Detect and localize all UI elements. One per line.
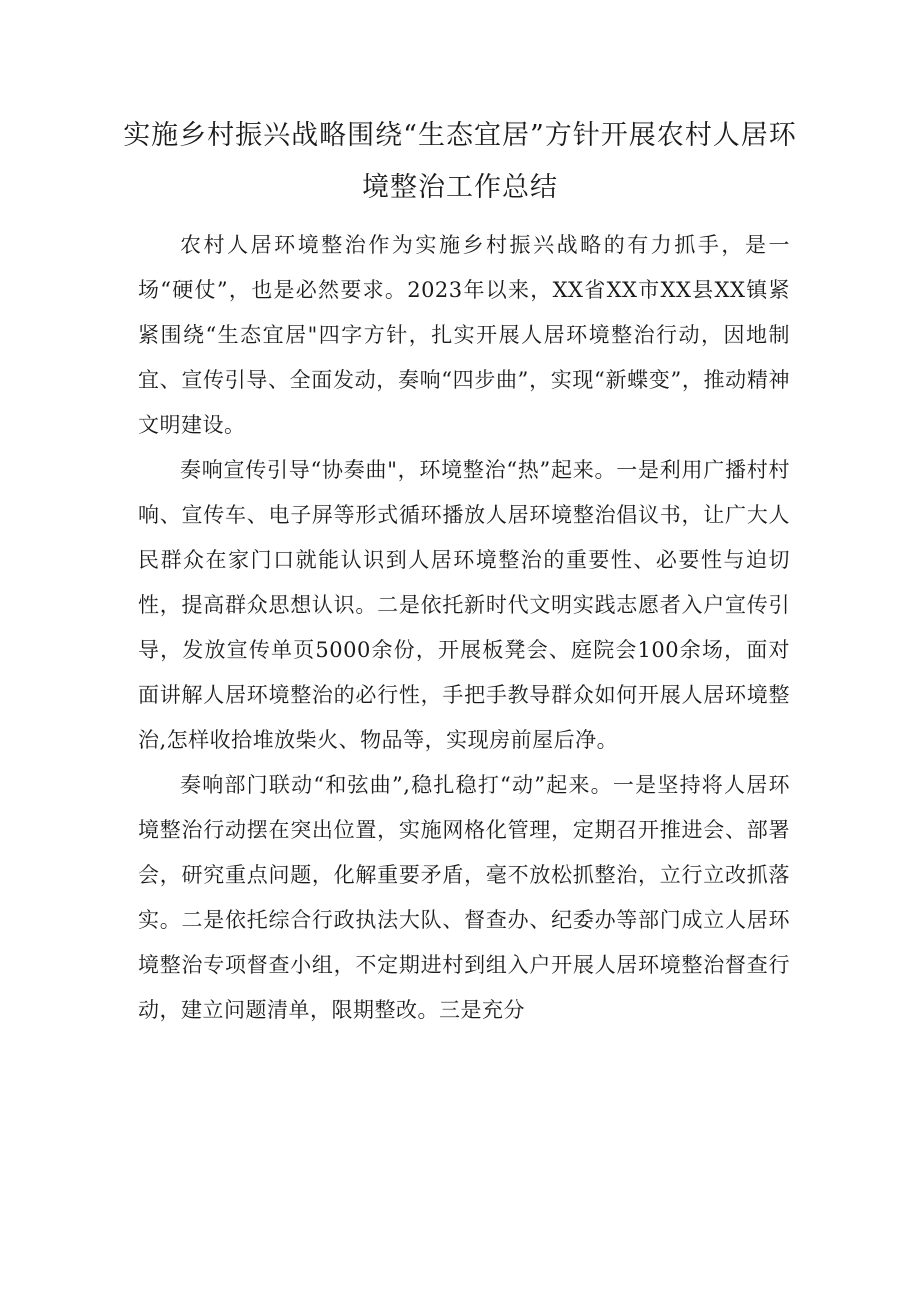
paragraph-intro: 农村人居环境整治作为实施乡村振兴战略的有力抓手，是一场“硬仗”，也是必然要求。2023年以来，XX省XX市XX县XX镇紧紧围绕“生态宜居"四字方针，扎实开展人居环境整治行动，因地制宜、宣传引导、全面发动，奏响“四步曲”，实现“新蝶变”，推动精神文明建设。 [138,233,790,437]
document-body [138,223,790,1033]
paragraph-publicity: 奏响宣传引导“协奏曲"，环境整治“热”起来。一是利用广播村村响、宣传车、电子屏等形式循环播放人居环境整治倡议书，让广大人民群众在家门口就能认识到人居环境整治的重要性、必要性与迫切性，提高群众思想认识。二是依托新时代文明实践志愿者入户宣传引导，发放宣传单页5000余份，开展板凳会、庭院会100余场，面对面讲解人居环境整治的必行性，手把手教导群众如何开展人居环境整治,怎样收拾堆放柴火、物品等，实现房前屋后净。 [138,458,790,752]
document-title: 实施乡村振兴战略围绕“生态宜居”方针开展农村人居环境整治工作总结 [123,120,797,203]
paragraph-department-linkage: 奏响部门联动“和弦曲”,稳扎稳打“动”起来。一是坚持将人居环境整治行动摆在突出位置，实施网格化管理，定期召开推进会、部署会，研究重点问题，化解重要矛盾，毫不放松抓整治，立行立改抓落实。二是依托综合行政执法大队、督查办、纪委办等部门成立人居环境整治专项督查小组，不定期进村到组入户开展人居环境整治督查行动，建立问题清单，限期整改。三是充分 [138,773,790,1022]
